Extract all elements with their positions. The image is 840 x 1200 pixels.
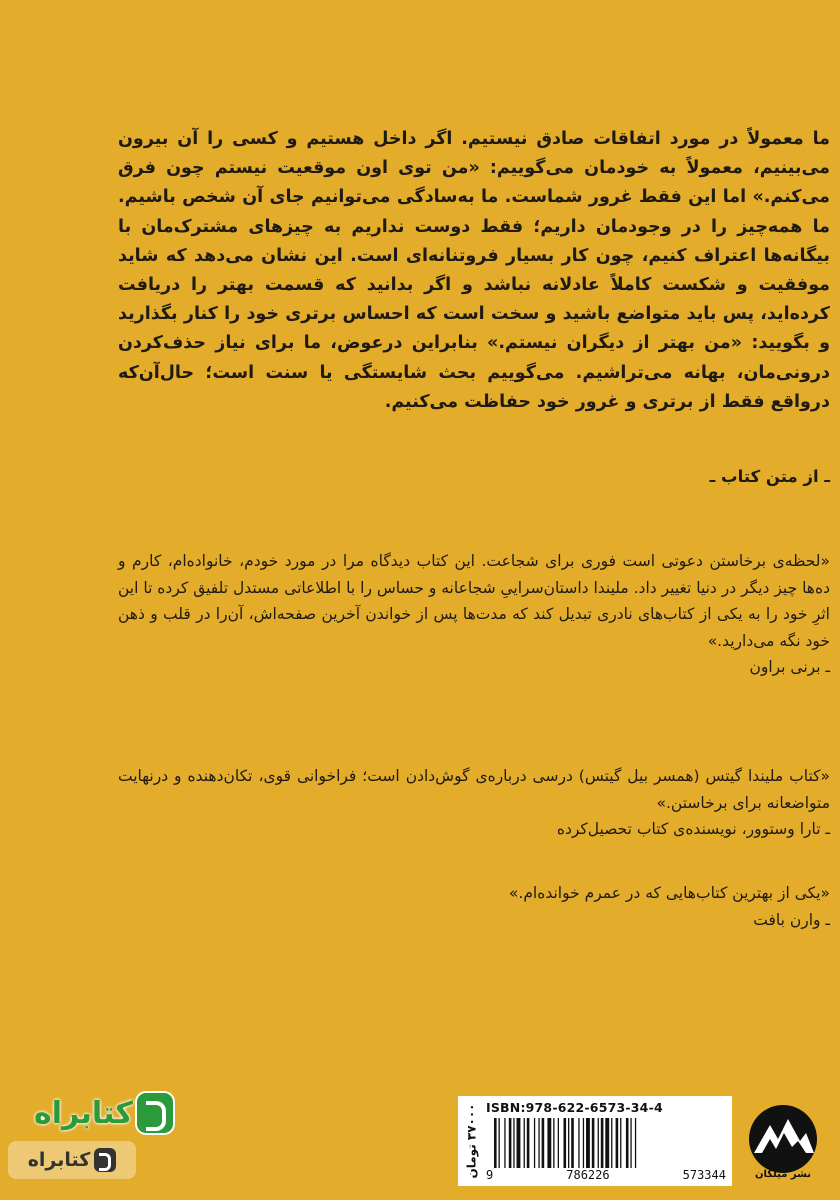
endorsement-quote-3 xyxy=(118,880,830,933)
quote-text: «لحظه‌ی برخاستن دعوتی است فوری برای شجاعت. این کتاب دیدگاه مرا در مورد خودم، خانواده‌ام، کارم و ده‌ها چیز دیگر در دنیا تغییر داد. ملیندا داستان‌سراییِ شجاعانه و حساس را با اطلاعاتی مستدل تلفیق کرده تا این اثرِ خود را به یکی از کتاب‌های نادری تبدیل کند که مدت‌ها پس از خواندن آخرین صفحه‌اش، آن‌را در قلب و ذهن خود نگه می‌دارید.» xyxy=(118,552,830,650)
isbn-number: ISBN:978-622-6573-34-4 xyxy=(486,1100,663,1115)
watermark-bottom-text: کتابراه xyxy=(27,1149,91,1171)
excerpt-text: ما معمولاً در مورد اتفاقات صادق نیستیم. اگر داخل هستیم و کسی را آن بیرون می‌بینیم، معمولاً به خودمان می‌گوییم: «من توی اون موقعیت نیستم چون فرق می‌کنم.» اما این فقط غرور شماست. ما به‌سادگی می‌توانیم جای آن شخص باشیم. ما همه‌چیز را در وجودمان داریم؛ فقط دوست نداریم به چیزهای مشترک‌مان با بیگانه‌ها اعتراف کنیم، چون کار بسیار فروتنانه‌ای است. این نشان می‌دهد که شاید موفقیت و شکست کاملاً عادلانه نباشد و اگر بدانید که قسمت بهتر را دریافت کرده‌اید، پس باید متواضع باشید و سخت است که احساس برتری خود را کنار بگذارید و بگویید: «من بهتر از دیگران نیستم.» بنابراین درعوض، ما برای نیاز حذف‌کردن درونی‌مان، بهانه می‌تراشیم. می‌گوییم بحث شایستگی یا سنت است؛ حال‌آن‌که درواقع فقط از برتری و غرور خود حفاظت می‌کنیم. xyxy=(118,129,830,412)
isbn-barcode xyxy=(458,1096,732,1186)
watermark-bottom xyxy=(8,1141,136,1179)
barcode-digit-group: 573344 xyxy=(682,1168,726,1182)
publisher-logo xyxy=(740,1101,826,1187)
barcode-digit-group: 786226 xyxy=(566,1168,610,1182)
barcode-digits xyxy=(486,1168,726,1182)
quote-text: «یکی از بهترین کتاب‌هایی که در عمرم خوانده‌ام.» xyxy=(508,884,830,902)
ketabrah-watermark xyxy=(8,1093,148,1188)
watermark-top xyxy=(34,1093,173,1133)
quote-text: «کتاب ملیندا گیتس (همسر بیل گیتس) درسی درباره‌ی گوش‌دادن است؛ فراخوانی قوی، تکان‌دهنده و درنهایت متواضعانه برای برخاستن.» xyxy=(118,767,830,812)
price-text: ۳۷۰۰۰ تومان xyxy=(464,1103,479,1179)
ketabrah-logo-icon xyxy=(137,1093,173,1133)
endorsement-quote-1 xyxy=(118,548,830,681)
ketabrah-small-logo-icon xyxy=(94,1148,116,1172)
barcode-bars-icon xyxy=(494,1118,726,1168)
barcode-digit-group: 9 xyxy=(486,1168,494,1182)
quote-author: ـ برنی براون xyxy=(749,658,830,676)
quote-author: ـ تارا وستوور، نویسنده‌ی کتاب تحصیل‌کرده xyxy=(556,820,830,838)
endorsement-quote-2 xyxy=(118,763,830,843)
publisher-name: نشر میلکان xyxy=(754,1169,812,1180)
excerpt-source: ـ از متن کتاب ـ xyxy=(709,467,830,486)
quote-author: ـ وارن بافت xyxy=(753,910,830,929)
watermark-top-text: کتابراه xyxy=(34,1095,133,1131)
book-excerpt xyxy=(118,125,830,417)
price-label xyxy=(460,1098,482,1184)
